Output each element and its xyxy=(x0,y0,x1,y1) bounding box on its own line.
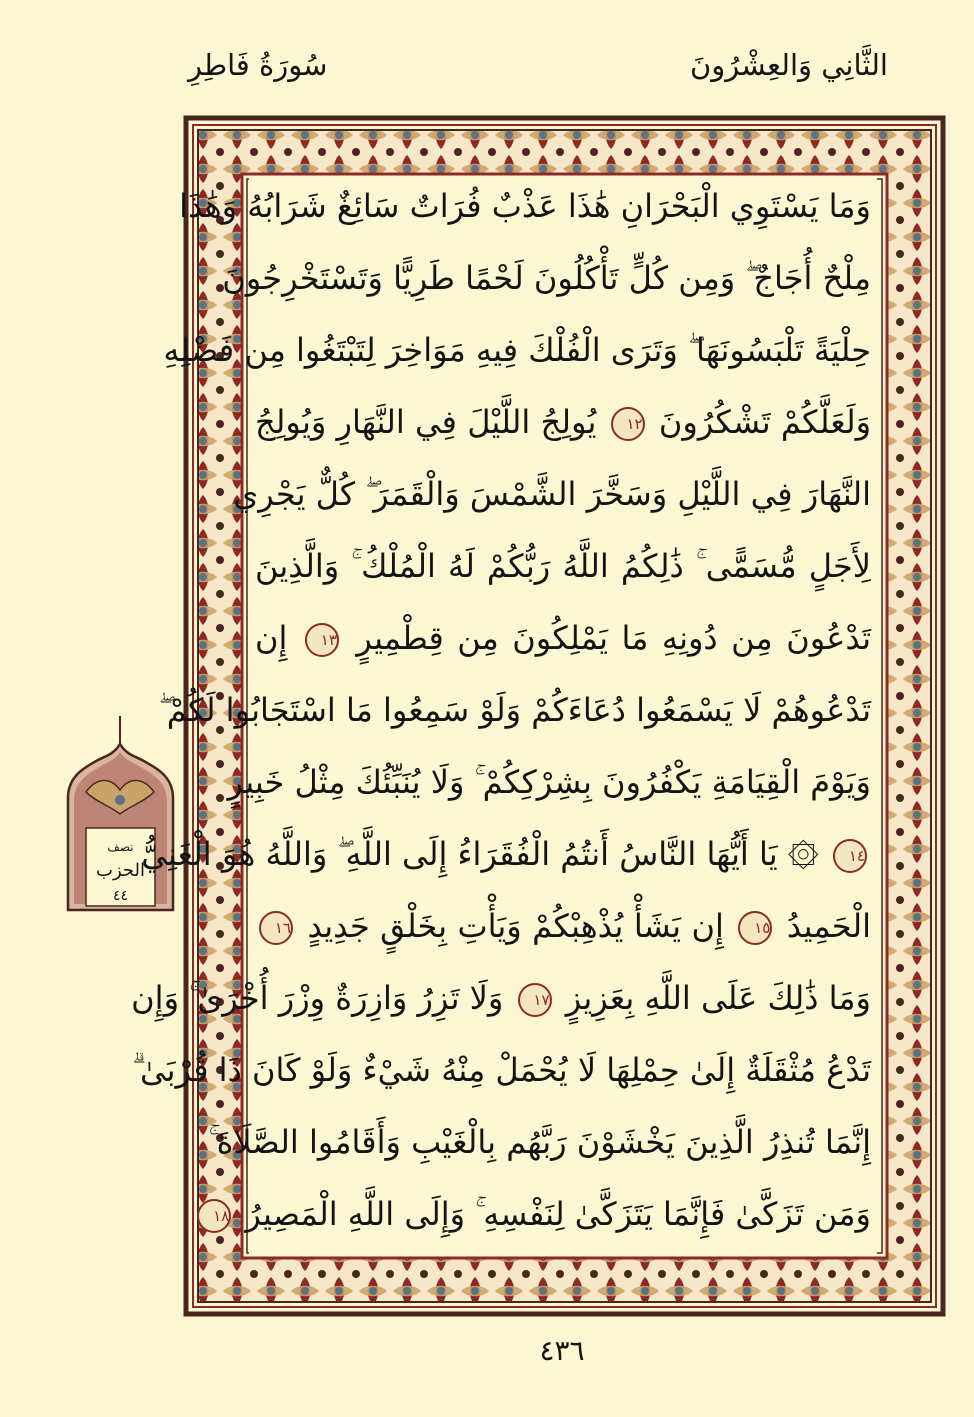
quran-line xyxy=(227,752,871,812)
quran-line xyxy=(131,968,871,1028)
ayah-end-marker: ١٣ xyxy=(305,623,339,657)
ayah-end-marker: ١٤ xyxy=(833,839,867,873)
quran-line xyxy=(208,1112,871,1172)
line-text: حِلْيَةً تَلْبَسُونَهَا ۖ وَتَرَى الْفُلْكَ فِيهِ مَوَاخِرَ لِتَبْتَغُوا مِن فَضْلِهِ xyxy=(163,331,871,369)
page-header xyxy=(0,0,974,110)
ayah-end-marker: ١٧ xyxy=(518,983,552,1017)
ayah-end-marker: ١٥ xyxy=(738,911,772,945)
quran-line xyxy=(255,536,871,596)
line-text: مِلْحٌ أُجَاجٌ ۖ وَمِن كُلٍّ تَأْكُلُونَ لَحْمًا طَرِيًّا وَتَسْتَخْرِجُونَ xyxy=(222,259,871,297)
ayah-end-marker: ١٦ xyxy=(259,911,293,945)
quran-text-panel xyxy=(131,176,877,1256)
quran-line xyxy=(255,608,871,668)
quran-line xyxy=(222,248,871,308)
ayah-end-marker: ١٢ xyxy=(611,407,645,441)
juz-name: الثَّانِي وَالعِشْرُونَ xyxy=(689,48,888,82)
page-number: ٤٣٦ xyxy=(539,1334,585,1367)
quran-line xyxy=(163,320,871,380)
line-text: وَيَوْمَ الْقِيَامَةِ يَكْفُرُونَ بِشِرْكِكُمْ ۚ وَلَا يُنَبِّئُكَ مِثْلُ خَبِيرٍ xyxy=(227,763,871,801)
line-text: ۞ يَا أَيُّهَا النَّاسُ أَنتُمُ الْفُقَرَاءُ إِلَى اللَّهِ ۖ وَاللَّهُ هُوَ الْغَنِيُّ xyxy=(141,835,819,873)
quran-line xyxy=(233,464,871,524)
line-text: يُولِجُ اللَّيْلَ فِي النَّهَارِ وَيُولِجُ xyxy=(255,403,597,441)
hizb-number: ٤٤ xyxy=(112,888,129,904)
quran-line xyxy=(131,1040,871,1100)
line-text: وَمَا يَسْتَوِي الْبَحْرَانِ هَٰذَا عَذْبٌ فُرَاتٌ سَائِغٌ شَرَابُهُ وَهَٰذَا xyxy=(179,187,871,225)
line-text: وَمَن تَزَكَّىٰ فَإِنَّمَا يَتَزَكَّىٰ لِنَفْسِهِ ۚ وَإِلَى اللَّهِ الْمَصِيرُ xyxy=(245,1195,871,1233)
line-text: وَمَا ذَٰلِكَ عَلَى اللَّهِ بِعَزِيزٍ xyxy=(565,979,871,1017)
line-text: إِنَّمَا تُنذِرُ الَّذِينَ يَخْشَوْنَ رَبَّهُم بِالْغَيْبِ وَأَقَامُوا الصَّلَاةَ ۚ xyxy=(208,1123,871,1161)
line-text: وَلَا تَزِرُ وَازِرَةٌ وِزْرَ أُخْرَىٰ ۚ وَإِن xyxy=(131,979,504,1017)
quran-line xyxy=(255,392,871,452)
hizb-small-label: نصف xyxy=(107,840,134,854)
quran-line xyxy=(158,680,871,740)
hizb-label: الحزب xyxy=(96,860,145,881)
quran-line xyxy=(255,896,871,956)
line-text: النَّهَارَ فِي اللَّيْلِ وَسَخَّرَ الشَّمْسَ وَالْقَمَرَ ۖ كُلٌّ يَجْرِي xyxy=(233,475,871,513)
surah-name: سُورَةُ فَاطِرِ xyxy=(188,48,328,82)
line-text: تَدْعُوهُمْ لَا يَسْمَعُوا دُعَاءَكُمْ وَلَوْ سَمِعُوا مَا اسْتَجَابُوا لَكُمْ ۖ xyxy=(158,691,871,729)
line-text: تَدْعُونَ مِن دُونِهِ مَا يَمْلِكُونَ مِن قِطْمِيرٍ xyxy=(356,619,872,657)
line-text: إِن يَشَأْ يُذْهِبْكُمْ وَيَأْتِ بِخَلْقٍ جَدِيدٍ xyxy=(307,907,724,945)
line-text: لِأَجَلٍ مُّسَمًّى ۚ ذَٰلِكُمُ اللَّهُ رَبُّكُمْ لَهُ الْمُلْكُ ۚ وَالَّذِينَ xyxy=(255,547,872,585)
quran-line xyxy=(213,1184,871,1244)
line-text: الْحَمِيدُ xyxy=(786,907,872,945)
ayah-end-marker: ١٨ xyxy=(197,1199,231,1233)
line-text: تَدْعُ مُثْقَلَةٌ إِلَىٰ حِمْلِهَا لَا يُحْمَلْ مِنْهُ شَيْءٌ وَلَوْ كَانَ ذَا قُرْبَىٰ ۗ xyxy=(131,1051,871,1089)
quran-line xyxy=(179,176,871,236)
line-text: وَلَعَلَّكُمْ تَشْكُرُونَ xyxy=(658,403,872,441)
quran-line xyxy=(141,824,871,884)
line-text: إِن xyxy=(255,619,288,657)
